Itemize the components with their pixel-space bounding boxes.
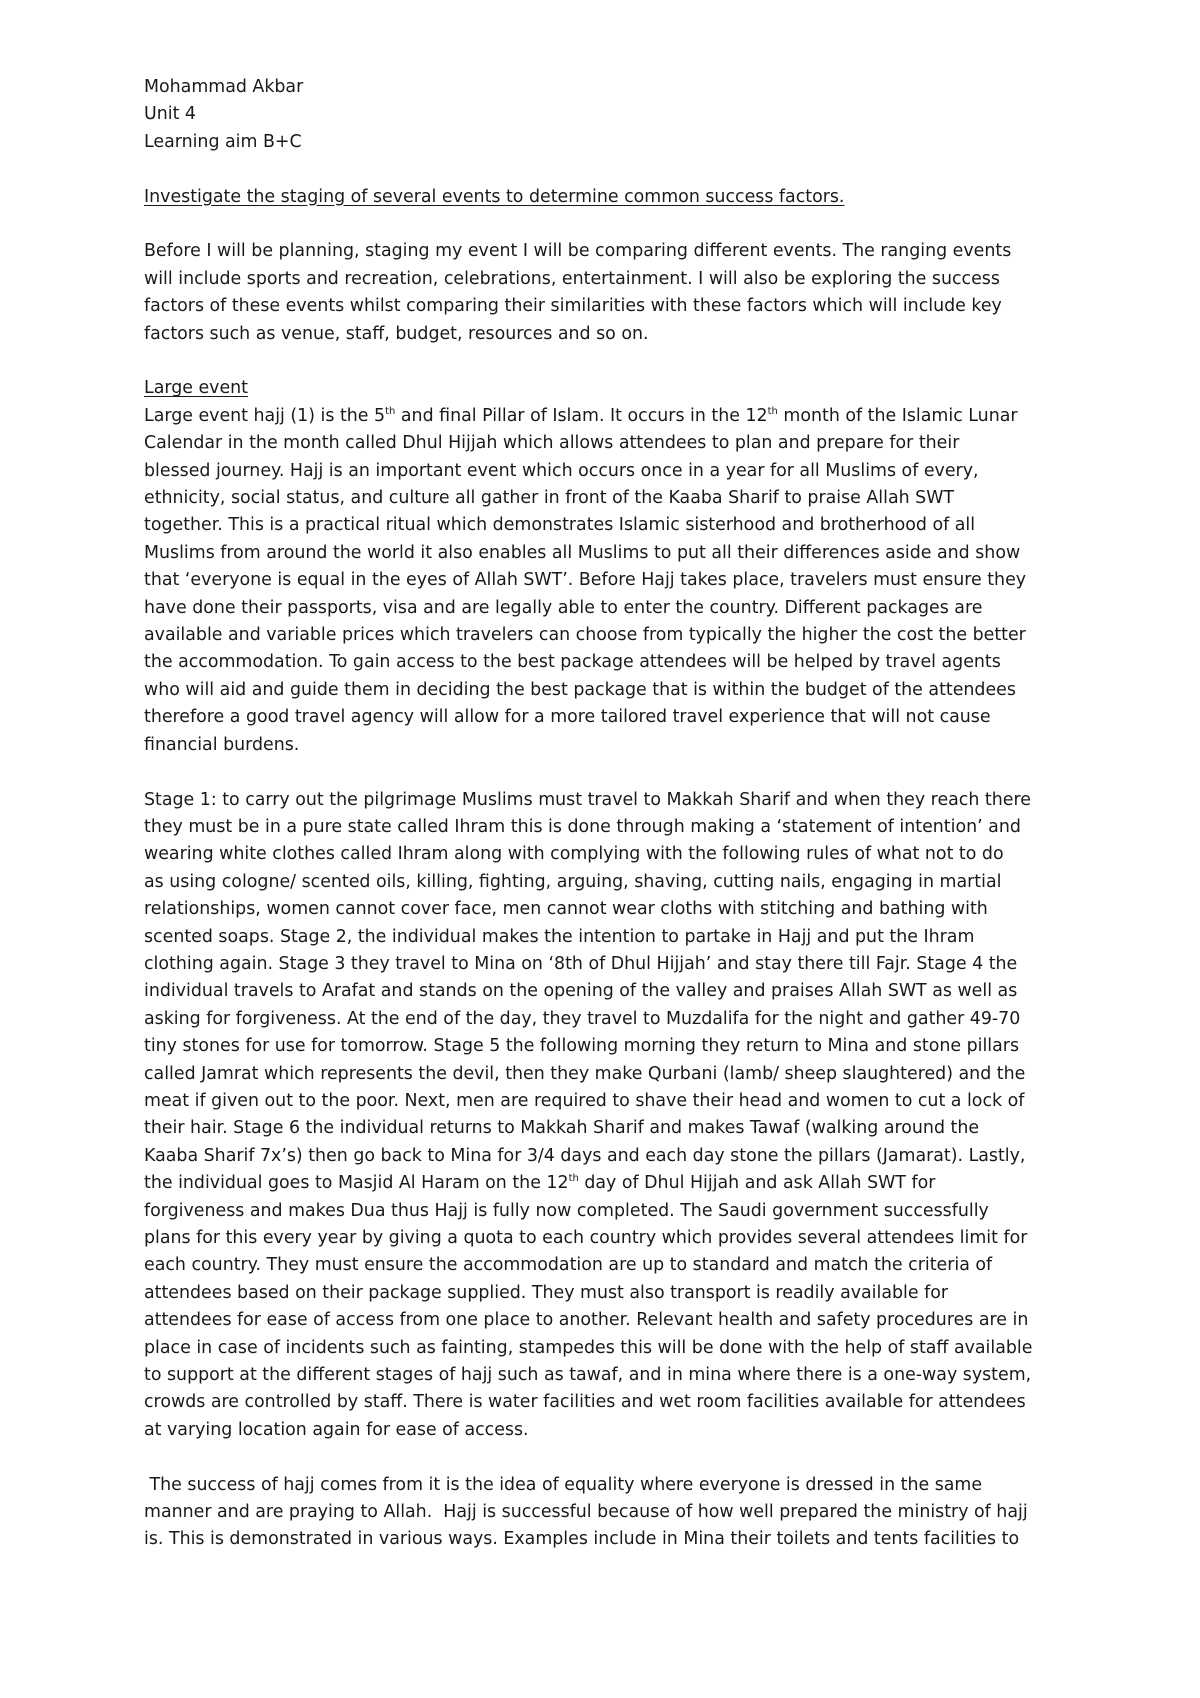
intro-line: will include sports and recreation, celebrations, entertainment. I will also be exploring the success	[144, 268, 1000, 289]
stages-line: called Jamrat which represents the devil, then they make Qurbani (lamb/ sheep slaughtered) and the	[144, 1063, 1026, 1084]
stages-line: scented soaps. Stage 2, the individual makes the intention to partake in Hajj and put the Ihram	[144, 926, 975, 947]
stages-line: at varying location again for ease of access.	[144, 1419, 529, 1440]
large-event-line: therefore a good travel agency will allow for a more tailored travel experience that will not cause	[144, 707, 991, 728]
superscript: th	[568, 1173, 579, 1185]
stages-line: Stage 1: to carry out the pilgrimage Muslims must travel to Makkah Sharif and when they reach there	[144, 789, 1031, 810]
text-run: day of Dhul Hijjah and ask Allah SWT for	[578, 1173, 936, 1194]
superscript: th	[767, 405, 778, 417]
intro-paragraph	[144, 238, 1100, 348]
stages-line: individual travels to Arafat and stands on the opening of the valley and praises Allah SWT as well as	[144, 981, 1018, 1002]
large-event-line: that ‘everyone is equal in the eyes of Allah SWT’. Before Hajj takes place, travelers must ensure they	[144, 570, 1027, 591]
large-event-line: Calendar in the month called Dhul Hijjah which allows attendees to plan and prepare for their	[144, 433, 960, 454]
stages-line: each country. They must ensure the accommodation are up to standard and match the criteria of	[144, 1255, 993, 1276]
intro-line: Before I will be planning, staging my event I will be comparing different events. The ranging events	[144, 241, 1012, 262]
stages-line: attendees based on their package supplied. They must also transport is readily available for	[144, 1282, 949, 1303]
learning-aim-label: Learning aim B+C	[144, 131, 302, 152]
stages-line: forgiveness and makes Dua thus Hajj is fully now completed. The Saudi government successfully	[144, 1200, 989, 1221]
unit-label: Unit 4	[144, 104, 196, 125]
stages-line: Kaaba Sharif 7x’s) then go back to Mina for 3/4 days and each day stone the pillars (Jamarat). Lastly,	[144, 1145, 1026, 1166]
large-event-line: financial burdens.	[144, 734, 300, 755]
task-title: Investigate the staging of several events to determine common success factors.	[144, 186, 845, 207]
large-event-line: Muslims from around the world it also enables all Muslims to put all their differences aside and show	[144, 542, 1021, 563]
stages-line: plans for this every year by giving a quota to each country which provides several attendees limit for	[144, 1228, 1028, 1248]
success-line: manner and are praying to Allah. Hajj is successful because of how well prepared the ministry of hajj	[144, 1502, 1028, 1523]
stages-line: clothing again. Stage 3 they travel to Mina on ‘8th of Dhul Hijjah’ and stay there till Fajr. Stage 4 the	[144, 953, 1018, 974]
stages-line: wearing white clothes called Ihram along with complying with the following rules of what not to do	[144, 844, 1004, 865]
large-event-line: who will aid and guide them in deciding the best package that is within the budget of the attendees	[144, 679, 1016, 700]
author-name: Mohammad Akbar	[144, 77, 304, 97]
document-header	[144, 74, 1100, 156]
stages-line: meat if given out to the poor. Next, men are required to shave their head and women to cut a lock of	[144, 1090, 1025, 1111]
large-event-line: blessed journey. Hajj is an important event which occurs once in a year for all Muslims of every,	[144, 460, 979, 481]
large-event-heading: Large event	[144, 378, 248, 399]
large-event-line: ethnicity, social status, and culture all gather in front of the Kaaba Sharif to praise Allah SWT	[144, 488, 955, 509]
text-run: Large event hajj (1) is the 5	[144, 405, 386, 426]
stages-line: tiny stones for use for tomorrow. Stage 5 the following morning they return to Mina and stone pillars	[144, 1036, 1020, 1057]
success-line: The success of hajj comes from it is the idea of equality where everyone is dressed in the same	[144, 1474, 983, 1495]
text-run: the individual goes to Masjid Al Haram on the 12	[144, 1173, 569, 1194]
intro-line: factors such as venue, staff, budget, resources and so on.	[144, 323, 649, 344]
text-run: and final Pillar of Islam. It occurs in the 12	[395, 405, 768, 426]
large-event-paragraph	[144, 375, 1100, 759]
stages-line: attendees for ease of access from one place to another. Relevant health and safety procedures are in	[144, 1310, 1029, 1331]
stages-line: as using cologne/ scented oils, killing, fighting, arguing, shaving, cutting nails, engaging in martial	[144, 871, 1002, 892]
spacer	[144, 156, 1100, 183]
intro-line: factors of these events whilst comparing their similarities with these factors which will include key	[144, 296, 1002, 317]
large-event-line: the accommodation. To gain access to the best package attendees will be helped by travel agents	[144, 652, 1001, 673]
stages-line: to support at the different stages of hajj such as tawaf, and in mina where there is a one-way system,	[144, 1365, 1032, 1386]
success-paragraph	[144, 1472, 1100, 1554]
stages-line: they must be in a pure state called Ihram this is done through making a ‘statement of intention’ and	[144, 816, 1021, 837]
stages-line: asking for forgiveness. At the end of the day, they travel to Muzdalifa for the night and gather 49-70	[144, 1008, 1021, 1029]
stages-paragraph	[144, 787, 1100, 1445]
large-event-line: available and variable prices which travelers can choose from typically the higher the cost the better	[144, 625, 1026, 646]
stages-line: crowds are controlled by staff. There is water facilities and wet room facilities available for attendees	[144, 1392, 1026, 1413]
text-run: month of the Islamic Lunar	[777, 405, 1018, 426]
large-event-line: have done their passports, visa and are legally able to enter the country. Different packages are	[144, 597, 983, 618]
stages-line: relationships, women cannot cover face, men cannot wear cloths with stitching and bathing with	[144, 899, 988, 920]
large-event-line: together. This is a practical ritual which demonstrates Islamic sisterhood and brotherhood of all	[144, 515, 976, 536]
success-line: is. This is demonstrated in various ways. Examples include in Mina their toilets and tents facilities to	[144, 1529, 1020, 1550]
stages-line: place in case of incidents such as fainting, stampedes this will be done with the help of staff available	[144, 1337, 1033, 1358]
stages-line	[144, 1170, 1100, 1197]
large-event-line	[144, 403, 1100, 430]
stages-line: their hair. Stage 6 the individual returns to Makkah Sharif and makes Tawaf (walking around the	[144, 1118, 980, 1139]
superscript: th	[385, 405, 396, 417]
task-title-paragraph	[144, 184, 1100, 211]
